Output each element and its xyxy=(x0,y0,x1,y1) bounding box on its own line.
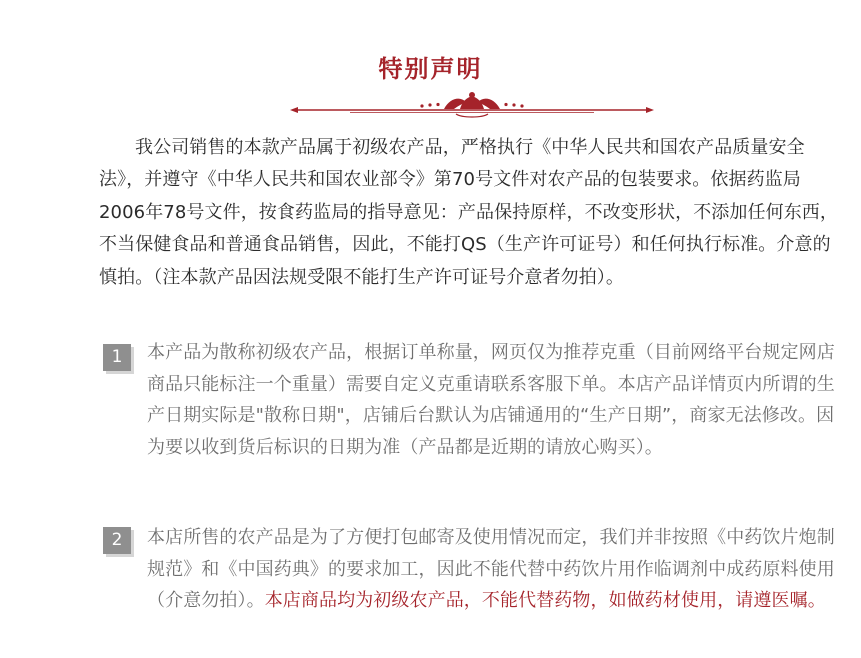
note-text xyxy=(147,337,837,463)
note-text xyxy=(147,522,837,617)
page-title: 特别声明 xyxy=(378,55,483,83)
ornament-divider-icon xyxy=(290,90,654,122)
intro-paragraph: 我公司销售的本款产品属于初级农产品，严格执行《中华人民共和国农产品质量安全法》，并遵守《中华人民共和国农业部令》第70号文件对农产品的包装要求。依据药监局2006年78号文件，按食药监局的指导意见：产品保持原样，不改变形状，不添加任何东西，不当保健食品和普通食品销售，因此，不能打QS（生产许可证号）和任何执行标准。介意的慎拍。（注本款产品因法规受限不能打生产许可证号介意者勿拍）。 xyxy=(99,137,839,288)
note-body: 本店所售的农产品是为了方便打包邮寄及使用情况而定，我们并非按照《中药饮片炮制规范》和《中国药典》的要求加工，因此不能代替中药饮片用作临调剂中成药原料使用（介意勿拍）。 xyxy=(147,527,835,611)
note-number-badge: 2 xyxy=(103,527,131,554)
note-body: 本产品为散称初级农产品，根据订单称量，网页仅为推荐克重（目前网络平台规定网店商品只能标注一个重量）需要自定义克重请联系客服下单。本店产品详情页内所谓的生产日期实际是"散称日期"，店铺后台默认为店铺通用的“生产日期”，商家无法修改。因为要以收到货后标识的日期为准（产品都是近期的请放心购买）。 xyxy=(147,342,835,458)
note-number-badge: 1 xyxy=(103,344,131,371)
note-highlight: 本店商品均为初级农产品，不能代替药物，如做药材使用，请遵医嘱。 xyxy=(264,590,826,611)
